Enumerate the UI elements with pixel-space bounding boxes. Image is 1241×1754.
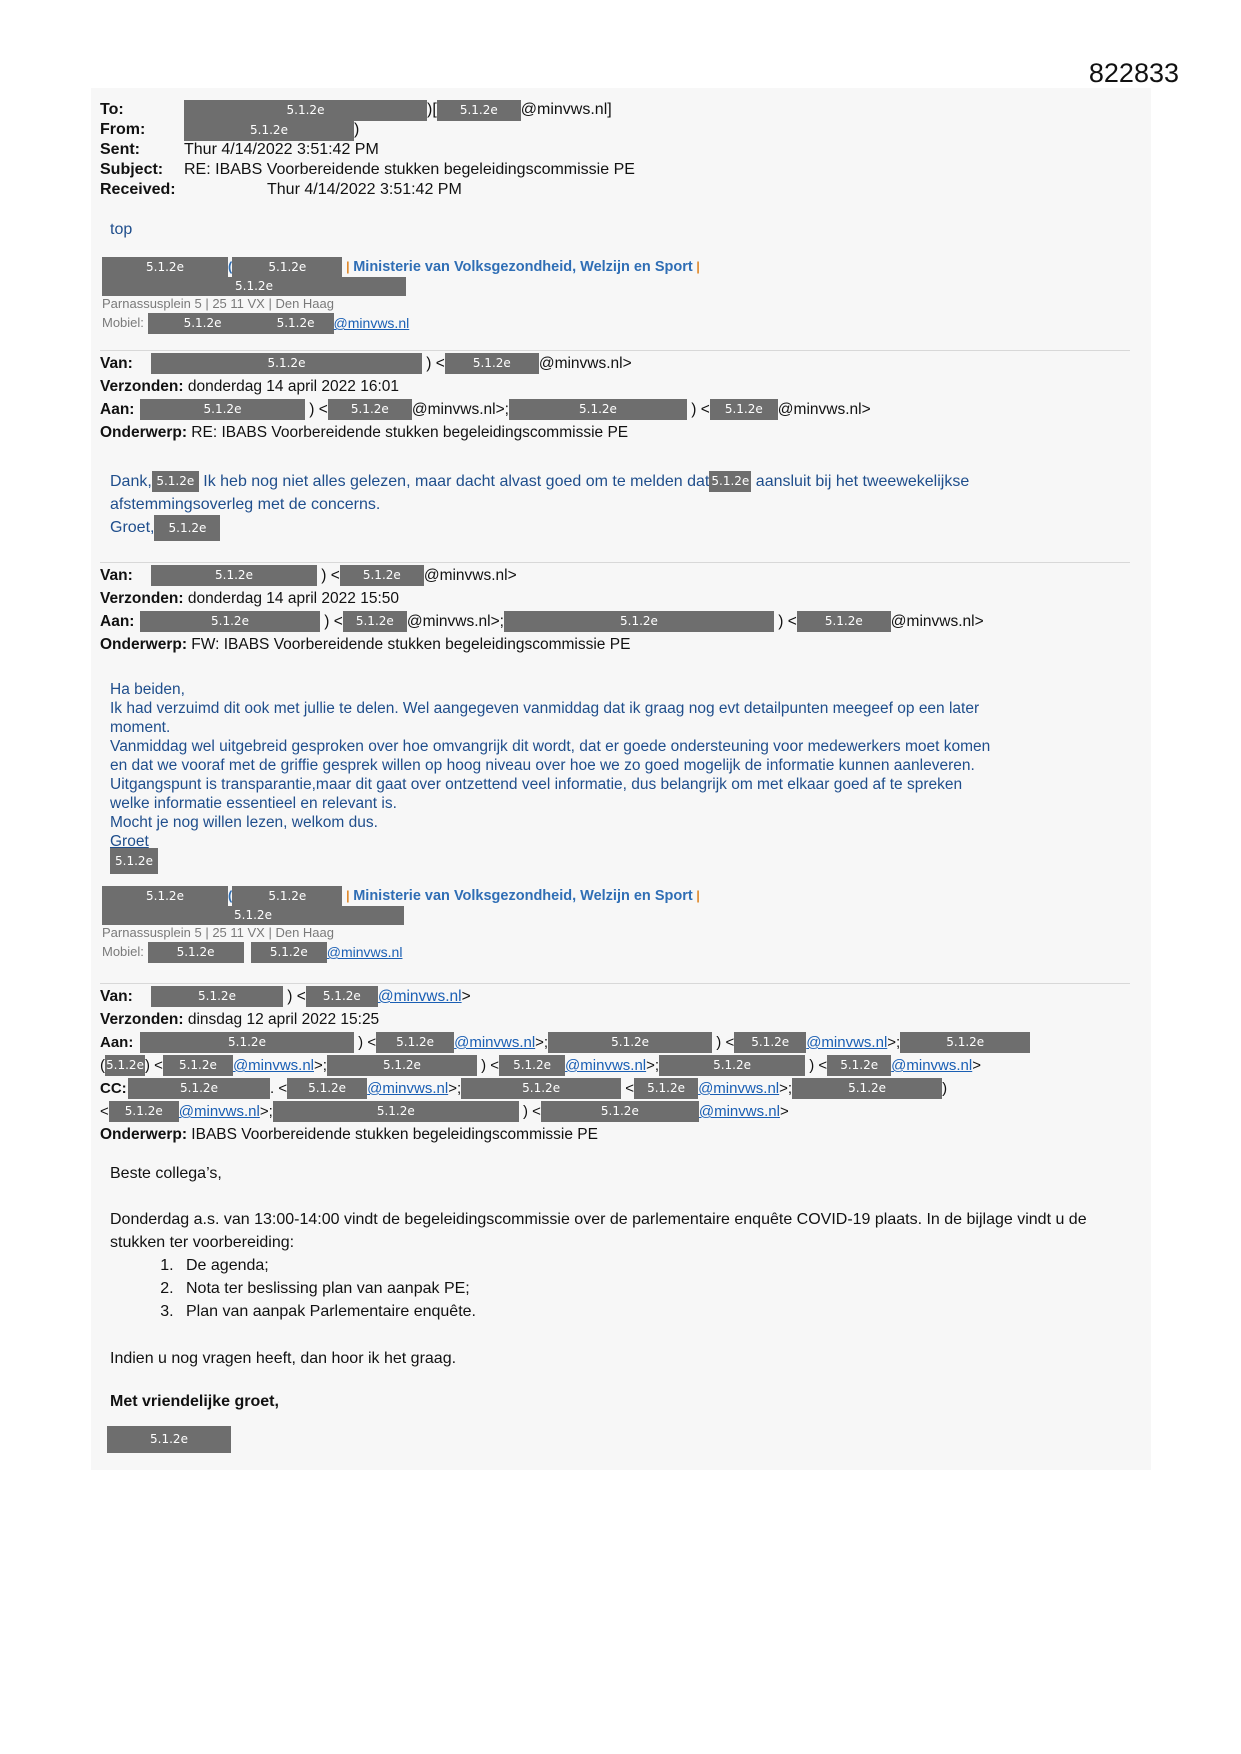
body-text: Groet, <box>110 519 155 536</box>
redaction: 5.1.2e <box>376 1032 454 1053</box>
redaction: 5.1.2e <box>232 257 342 278</box>
subject: RE: IBABS Voorbereidende stukken begeleidingscommissie PE <box>191 424 629 441</box>
redaction: 5.1.2e <box>148 942 244 963</box>
body-line: Groet <box>110 833 149 848</box>
email-link[interactable]: @minvws.nl <box>565 1057 647 1074</box>
redaction: 5.1.2e <box>152 471 199 492</box>
redaction: 5.1.2e <box>110 848 158 874</box>
divider <box>100 983 1130 984</box>
redaction: 5.1.2e <box>659 1055 805 1076</box>
redaction: 5.1.2e <box>128 1078 270 1099</box>
message-2-body <box>110 680 990 874</box>
redaction: 5.1.2e <box>151 565 317 586</box>
verzonden-label: Verzonden: <box>100 378 184 395</box>
message-2-header: Van: 5.1.2e ) < 5.1.2e @minvws.nl > Verzonden: donderdag 14 april 2022 15:50 Aan: 5.1.2e ) < 5.1.2e @minvws.nl >; 5.1.2e ) < 5.1.2e @minvws.nl > Onderwerp: FW: IBABS Voorbereidende stukken begeleidingscommissie PE <box>100 564 984 656</box>
email-domain: @minvws.nl <box>890 613 975 630</box>
body-line: moment. <box>110 719 171 736</box>
redaction: 5.1.2e <box>461 1078 621 1099</box>
redaction: 5.1.2e <box>499 1055 565 1076</box>
redaction: 5.1.2e <box>102 886 228 907</box>
aan-label: Aan: <box>100 1034 134 1051</box>
to-label: To: <box>100 101 124 118</box>
redaction: 5.1.2e <box>148 313 258 334</box>
redaction: 5.1.2e <box>102 906 404 925</box>
signature-block: 5.1.2e ( 5.1.2e | Ministerie van Volksgezondheid, Welzijn en Sport | 5.1.2e Parnassusplein 5 | 25 11 VX | Den Haag Mobiel: 5.1.2e 5.1.2e @minvws.nl <box>102 886 700 962</box>
mobile-label: Mobiel: <box>102 944 144 959</box>
body-text: Ik heb nog niet alles gelezen, maar dacht alvast goed om te melden dat <box>203 473 710 490</box>
redaction: 5.1.2e <box>102 277 406 296</box>
redaction: 5.1.2e <box>541 1101 699 1122</box>
van-label: Van: <box>100 355 133 372</box>
redaction: 5.1.2e <box>509 399 687 420</box>
body-text: aansluit bij het tweewekelijkse <box>755 473 970 490</box>
email-domain: @minvws.nl <box>423 567 508 584</box>
redaction: 5.1.2e <box>328 399 412 420</box>
redaction: 5.1.2e <box>445 353 539 374</box>
address: Parnassusplein 5 | 25 11 VX | Den Haag <box>102 925 334 940</box>
redaction: 5.1.2e <box>340 565 424 586</box>
van-label: Van: <box>100 988 133 1005</box>
to-email-suffix: @minvws.nl] <box>520 101 612 118</box>
divider <box>100 562 1130 563</box>
body-text: afstemmingsoverleg met de concerns. <box>110 496 381 513</box>
list-item: 1. De agenda; <box>178 1254 476 1277</box>
redaction: 5.1.2e <box>709 471 751 492</box>
email-domain: @minvws.nl <box>411 401 496 418</box>
subject: FW: IBABS Voorbereidende stukken begeleidingscommissie PE <box>191 636 631 653</box>
email-domain: @minvws.nl <box>406 613 491 630</box>
redaction: 5.1.2e <box>273 1101 519 1122</box>
ministry-name: Ministerie van Volksgezondheid, Welzijn en Sport <box>353 259 693 275</box>
email-link[interactable]: @minvws.nl <box>377 988 462 1005</box>
body-line: Vanmiddag wel uitgebreid gesproken over hoe omvangrijk dit wordt, dat er goede ondersteuning voor medewerkers moet komen <box>110 738 991 755</box>
email-link[interactable]: @minvws.nl <box>454 1034 536 1051</box>
redaction: 5.1.2e <box>154 515 220 541</box>
email-domain: @minvws.nl <box>777 401 862 418</box>
attachment-list <box>110 1254 476 1323</box>
redaction: 5.1.2e <box>102 257 228 278</box>
aan-label: Aan: <box>100 401 135 418</box>
email-link[interactable]: @minvws.nl <box>326 944 403 960</box>
message-1-body <box>110 470 969 539</box>
redaction: 5.1.2e <box>163 1055 233 1076</box>
redaction: 5.1.2e <box>548 1032 712 1053</box>
verzonden-label: Verzonden: <box>100 1011 184 1028</box>
signature-block: 5.1.2e ( 5.1.2e | Ministerie van Volksgezondheid, Welzijn en Sport | 5.1.2e Parnassusplein 5 | 25 11 VX | Den Haag Mobiel: 5.1.2e 5.1.2e @minvws.nl <box>102 257 700 333</box>
redaction: 5.1.2e <box>792 1078 942 1099</box>
subject-value: RE: IBABS Voorbereidende stukken begeleidingscommissie PE <box>184 161 635 178</box>
body-text: Dank, <box>110 473 152 490</box>
subject: IBABS Voorbereidende stukken begeleidingscommissie PE <box>191 1126 598 1143</box>
redaction: 5.1.2e <box>343 611 407 632</box>
redaction: 5.1.2e <box>140 611 320 632</box>
body-line: Mocht je nog willen lezen, welkom dus. <box>110 814 378 831</box>
email-link[interactable]: @minvws.nl <box>232 1057 315 1074</box>
greeting: Beste collega’s, <box>110 1165 222 1182</box>
redaction: 5.1.2e <box>232 886 342 907</box>
divider <box>100 350 1130 351</box>
address: Parnassusplein 5 | 25 11 VX | Den Haag <box>102 296 334 311</box>
top-link[interactable]: top <box>110 221 133 238</box>
redaction: 5.1.2e <box>437 100 521 121</box>
redaction: 5.1.2e <box>797 611 891 632</box>
sender-redaction <box>107 1426 231 1453</box>
message-1-header: Van: 5.1.2e ) < 5.1.2e @minvws.nl > Verzonden: donderdag 14 april 2022 16:01 Aan: 5.1.2e ) < 5.1.2e @minvws.nl >; 5.1.2e ) < 5.1.2e @minvws.nl > Onderwerp: RE: IBABS Voorbereidende stukken begeleidingscommissie PE <box>100 352 871 444</box>
redaction: 5.1.2e <box>734 1032 806 1053</box>
sent-date: dinsdag 12 april 2022 15:25 <box>187 1011 380 1028</box>
email-domain: @minvws.nl <box>538 355 623 372</box>
received-label: Received: <box>100 181 176 198</box>
subject-label: Subject: <box>100 161 164 178</box>
redaction: 5.1.2e <box>151 353 422 374</box>
email-link[interactable]: @minvws.nl <box>333 315 410 331</box>
closing: Met vriendelijke groet, <box>110 1393 279 1410</box>
received-value: Thur 4/14/2022 3:51:42 PM <box>267 181 462 198</box>
onderwerp-label: Onderwerp: <box>100 424 187 441</box>
mobile-label: Mobiel: <box>102 315 144 330</box>
redaction: 5.1.2e <box>251 942 327 963</box>
message-3-header: Van: 5.1.2e ) < 5.1.2e @minvws.nl > Verzonden: dinsdag 12 april 2022 15:25 Aan: 5.1.2e ) < 5.1.2e @minvws.nl >; 5.1.2e ) < 5.1.2e @minvws.nl >; 5.1.2e ( 5.1.2e ) < 5.1.2e @minvws.nl >; 5.1.2e ) < 5.1.2e @minvws.nl >; 5.1.2e ) < 5.1.2e @minvws.nl > CC: 5.1.2e . < 5.1.2e @minvws.nl >; 5.1.2e < 5.1.2e @minvws.nl >; 5.1.2e ) < 5.1.2e @minvws.nl >; 5.1.2e ) < 5.1.2e @minvws.nl > Onderwerp: IBABS Voorbereidende stukken begeleidingscommissie PE <box>100 985 1030 1146</box>
sent-date: donderdag 14 april 2022 16:01 <box>187 378 400 395</box>
body-line: Ha beiden, <box>110 681 185 698</box>
email-link[interactable]: @minvws.nl <box>806 1034 888 1051</box>
aan-label: Aan: <box>100 613 135 630</box>
redaction: 5.1.2e <box>327 1055 477 1076</box>
cc-label: CC: <box>100 1080 127 1097</box>
message-3-paragraph: Donderdag a.s. van 13:00-14:00 vindt de begeleidingscommissie over de parlementaire enquête COVID-19 plaats. In de bijlage vindt u de stukken ter voorbereiding: <box>110 1211 1087 1251</box>
redaction: 5.1.2e <box>105 1055 145 1076</box>
onderwerp-label: Onderwerp: <box>100 636 187 653</box>
sent-label: Sent: <box>100 141 140 158</box>
redaction: 5.1.2e <box>306 986 378 1007</box>
from-label: From: <box>100 121 146 138</box>
redaction: 5.1.2e <box>504 611 774 632</box>
sent-value: Thur 4/14/2022 3:51:42 PM <box>184 141 379 158</box>
redaction: 5.1.2e <box>184 100 427 121</box>
redaction: 5.1.2e <box>184 120 354 141</box>
redaction: 5.1.2e <box>140 1032 354 1053</box>
van-label: Van: <box>100 567 133 584</box>
redaction: 5.1.2e <box>900 1032 1030 1053</box>
body-line: Ik had verzuimd dit ook met jullie te delen. Wel aangegeven vanmiddag dat ik graag nog evt detailpunten meegeef op een later <box>110 700 980 717</box>
body-line: en dat we vooraf met de griffie gesprek willen op hoog niveau over hoe we zo goed mogelijk de informatie kunnen aanleveren. <box>110 757 975 774</box>
redaction: 5.1.2e <box>827 1055 891 1076</box>
redaction: 5.1.2e <box>151 986 283 1007</box>
closing-paragraph: Indien u nog vragen heeft, dan hoor ik het graag. <box>110 1350 457 1367</box>
redaction: 5.1.2e <box>140 399 305 420</box>
redaction: 5.1.2e <box>109 1101 179 1122</box>
redaction: 5.1.2e <box>287 1078 367 1099</box>
redaction: 5.1.2e <box>258 313 334 334</box>
document-id: 822833 <box>1088 58 1179 88</box>
sent-date: donderdag 14 april 2022 15:50 <box>187 590 400 607</box>
ministry-name: Ministerie van Volksgezondheid, Welzijn en Sport <box>353 888 693 904</box>
email-link[interactable]: @minvws.nl <box>178 1103 260 1120</box>
list-item: 2. Nota ter beslissing plan van aanpak PE; <box>178 1277 476 1300</box>
list-item: 3. Plan van aanpak Parlementaire enquête. <box>178 1300 476 1323</box>
email-link[interactable]: @minvws.nl <box>698 1080 780 1097</box>
body-line: Uitgangspunt is transparantie,maar dit gaat over ontzettend veel informatie, dus belangrijk om met elkaar goed af te spreken <box>110 776 963 793</box>
redaction: 5.1.2e <box>634 1078 698 1099</box>
email-header: To: 5.1.2e )[ 5.1.2e @minvws.nl] From: 5.1.2e ) Sent: Thur 4/14/2022 3:51:42 PM Subject: RE: IBABS Voorbereidende stukken begeleidingscommissie PE Received: Thur 4/14/2022 3:51:42 PM <box>100 101 635 198</box>
email-link[interactable]: @minvws.nl <box>698 1103 780 1120</box>
verzonden-label: Verzonden: <box>100 590 184 607</box>
onderwerp-label: Onderwerp: <box>100 1126 187 1143</box>
redaction: 5.1.2e <box>107 1426 231 1453</box>
body-line: welke informatie essentieel en relevant is. <box>110 795 397 812</box>
email-link[interactable]: @minvws.nl <box>891 1057 973 1074</box>
redaction: 5.1.2e <box>710 399 778 420</box>
email-link[interactable]: @minvws.nl <box>367 1080 449 1097</box>
